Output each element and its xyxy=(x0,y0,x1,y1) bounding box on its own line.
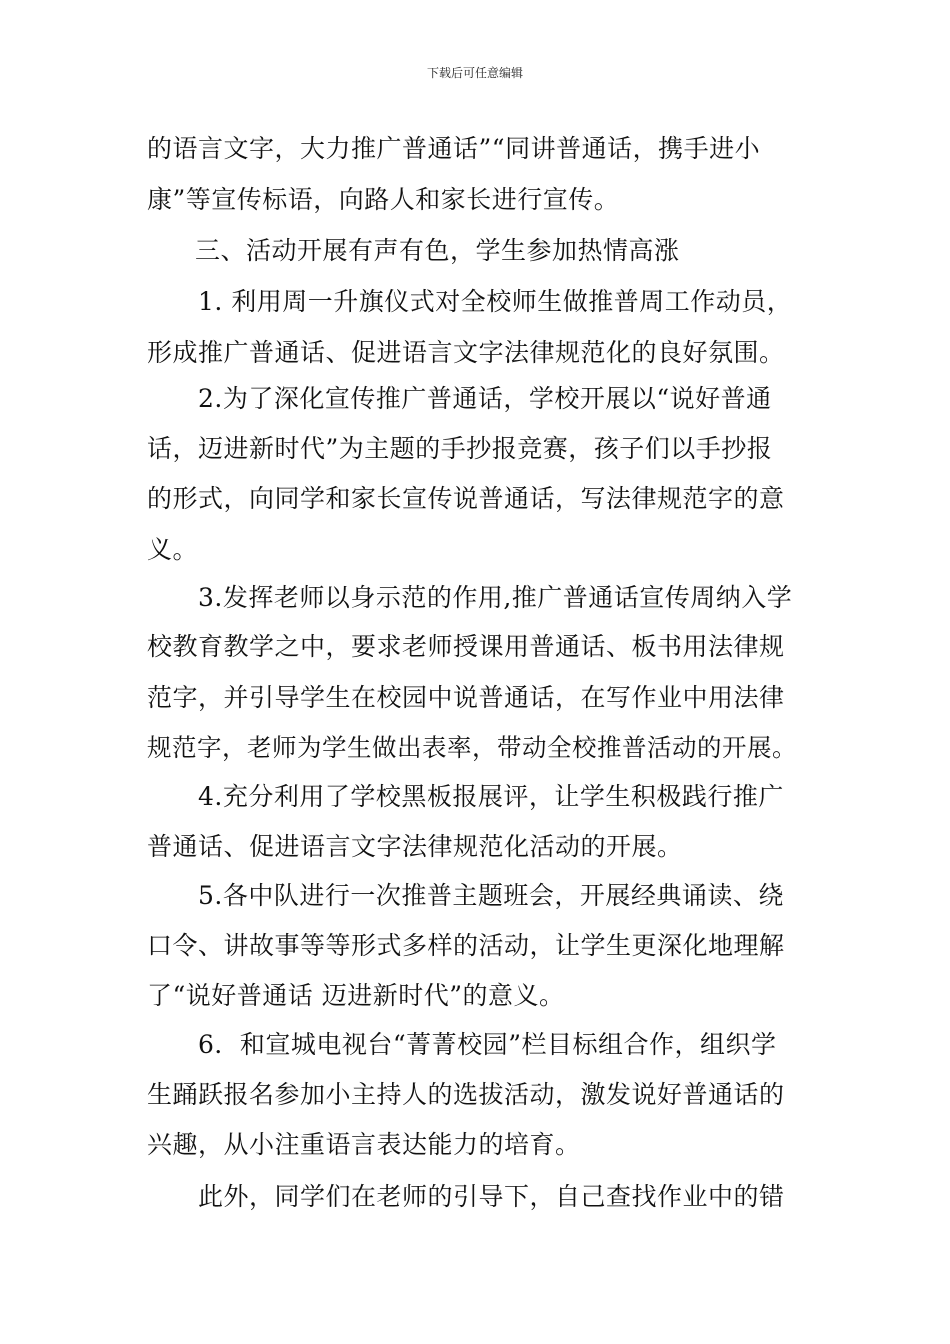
text-line: 普通话、促进语言文字法律规范化活动的开展。 xyxy=(147,832,683,861)
text-line: 3.发挥老师以身示范的作用,推广普通话宣传周纳入学 xyxy=(198,583,793,612)
text-line: 形成推广普通话、促进语言文字法律规范化的良好氛围。 xyxy=(147,338,785,367)
text-line: 5.各中队进行一次推普主题班会，开展经典诵读、绕 xyxy=(198,881,784,910)
page-header: 下载后可任意编辑 xyxy=(426,66,523,80)
section-heading: 三、活动开展有声有色，学生参加热情高涨 xyxy=(195,236,680,265)
text-line: 范字，并引导学生在校园中说普通话，在写作业中用法律 xyxy=(147,683,785,712)
text-line: 话，迈进新时代”为主题的手抄报竞赛，孩子们以手抄报 xyxy=(147,434,773,463)
text-line: 校教育教学之中，要求老师授课用普通话、板书用法律规 xyxy=(147,632,785,661)
text-line: 规范字，老师为学生做出表率，带动全校推普活动的开展。 xyxy=(147,733,797,762)
text-line: 的形式，向同学和家长宣传说普通话，写法律规范字的意 xyxy=(147,484,785,513)
text-line: 的语言文字，大力推广普通话”“同讲普通话，携手进小 xyxy=(147,134,761,163)
text-line: 兴趣，从小注重语言表达能力的培育。 xyxy=(147,1130,581,1159)
text-line: 1. 利用周一升旗仪式对全校师生做推普周工作动员， xyxy=(198,287,793,316)
text-line: 康”等宣传标语，向路人和家长进行宣传。 xyxy=(147,185,620,214)
text-line: 此外，同学们在老师的引导下，自己查找作业中的错 xyxy=(198,1182,785,1211)
text-line: 口令、讲故事等等形式多样的活动，让学生更深化地理解 xyxy=(147,931,785,960)
text-line: 义。 xyxy=(147,535,199,564)
text-line: 了“说好普通话 迈进新时代”的意义。 xyxy=(147,981,565,1010)
text-line: 生踊跃报名参加小主持人的选拔活动，激发说好普通话的 xyxy=(147,1080,785,1109)
text-line: 2.为了深化宣传推广普通话，学校开展以“说好普通 xyxy=(198,384,772,413)
text-line: 4.充分利用了学校黑板报展评，让学生积极践行推广 xyxy=(198,782,784,811)
text-line: 6．和宣城电视台“菁菁校园”栏目标组合作，组织学 xyxy=(198,1030,777,1059)
